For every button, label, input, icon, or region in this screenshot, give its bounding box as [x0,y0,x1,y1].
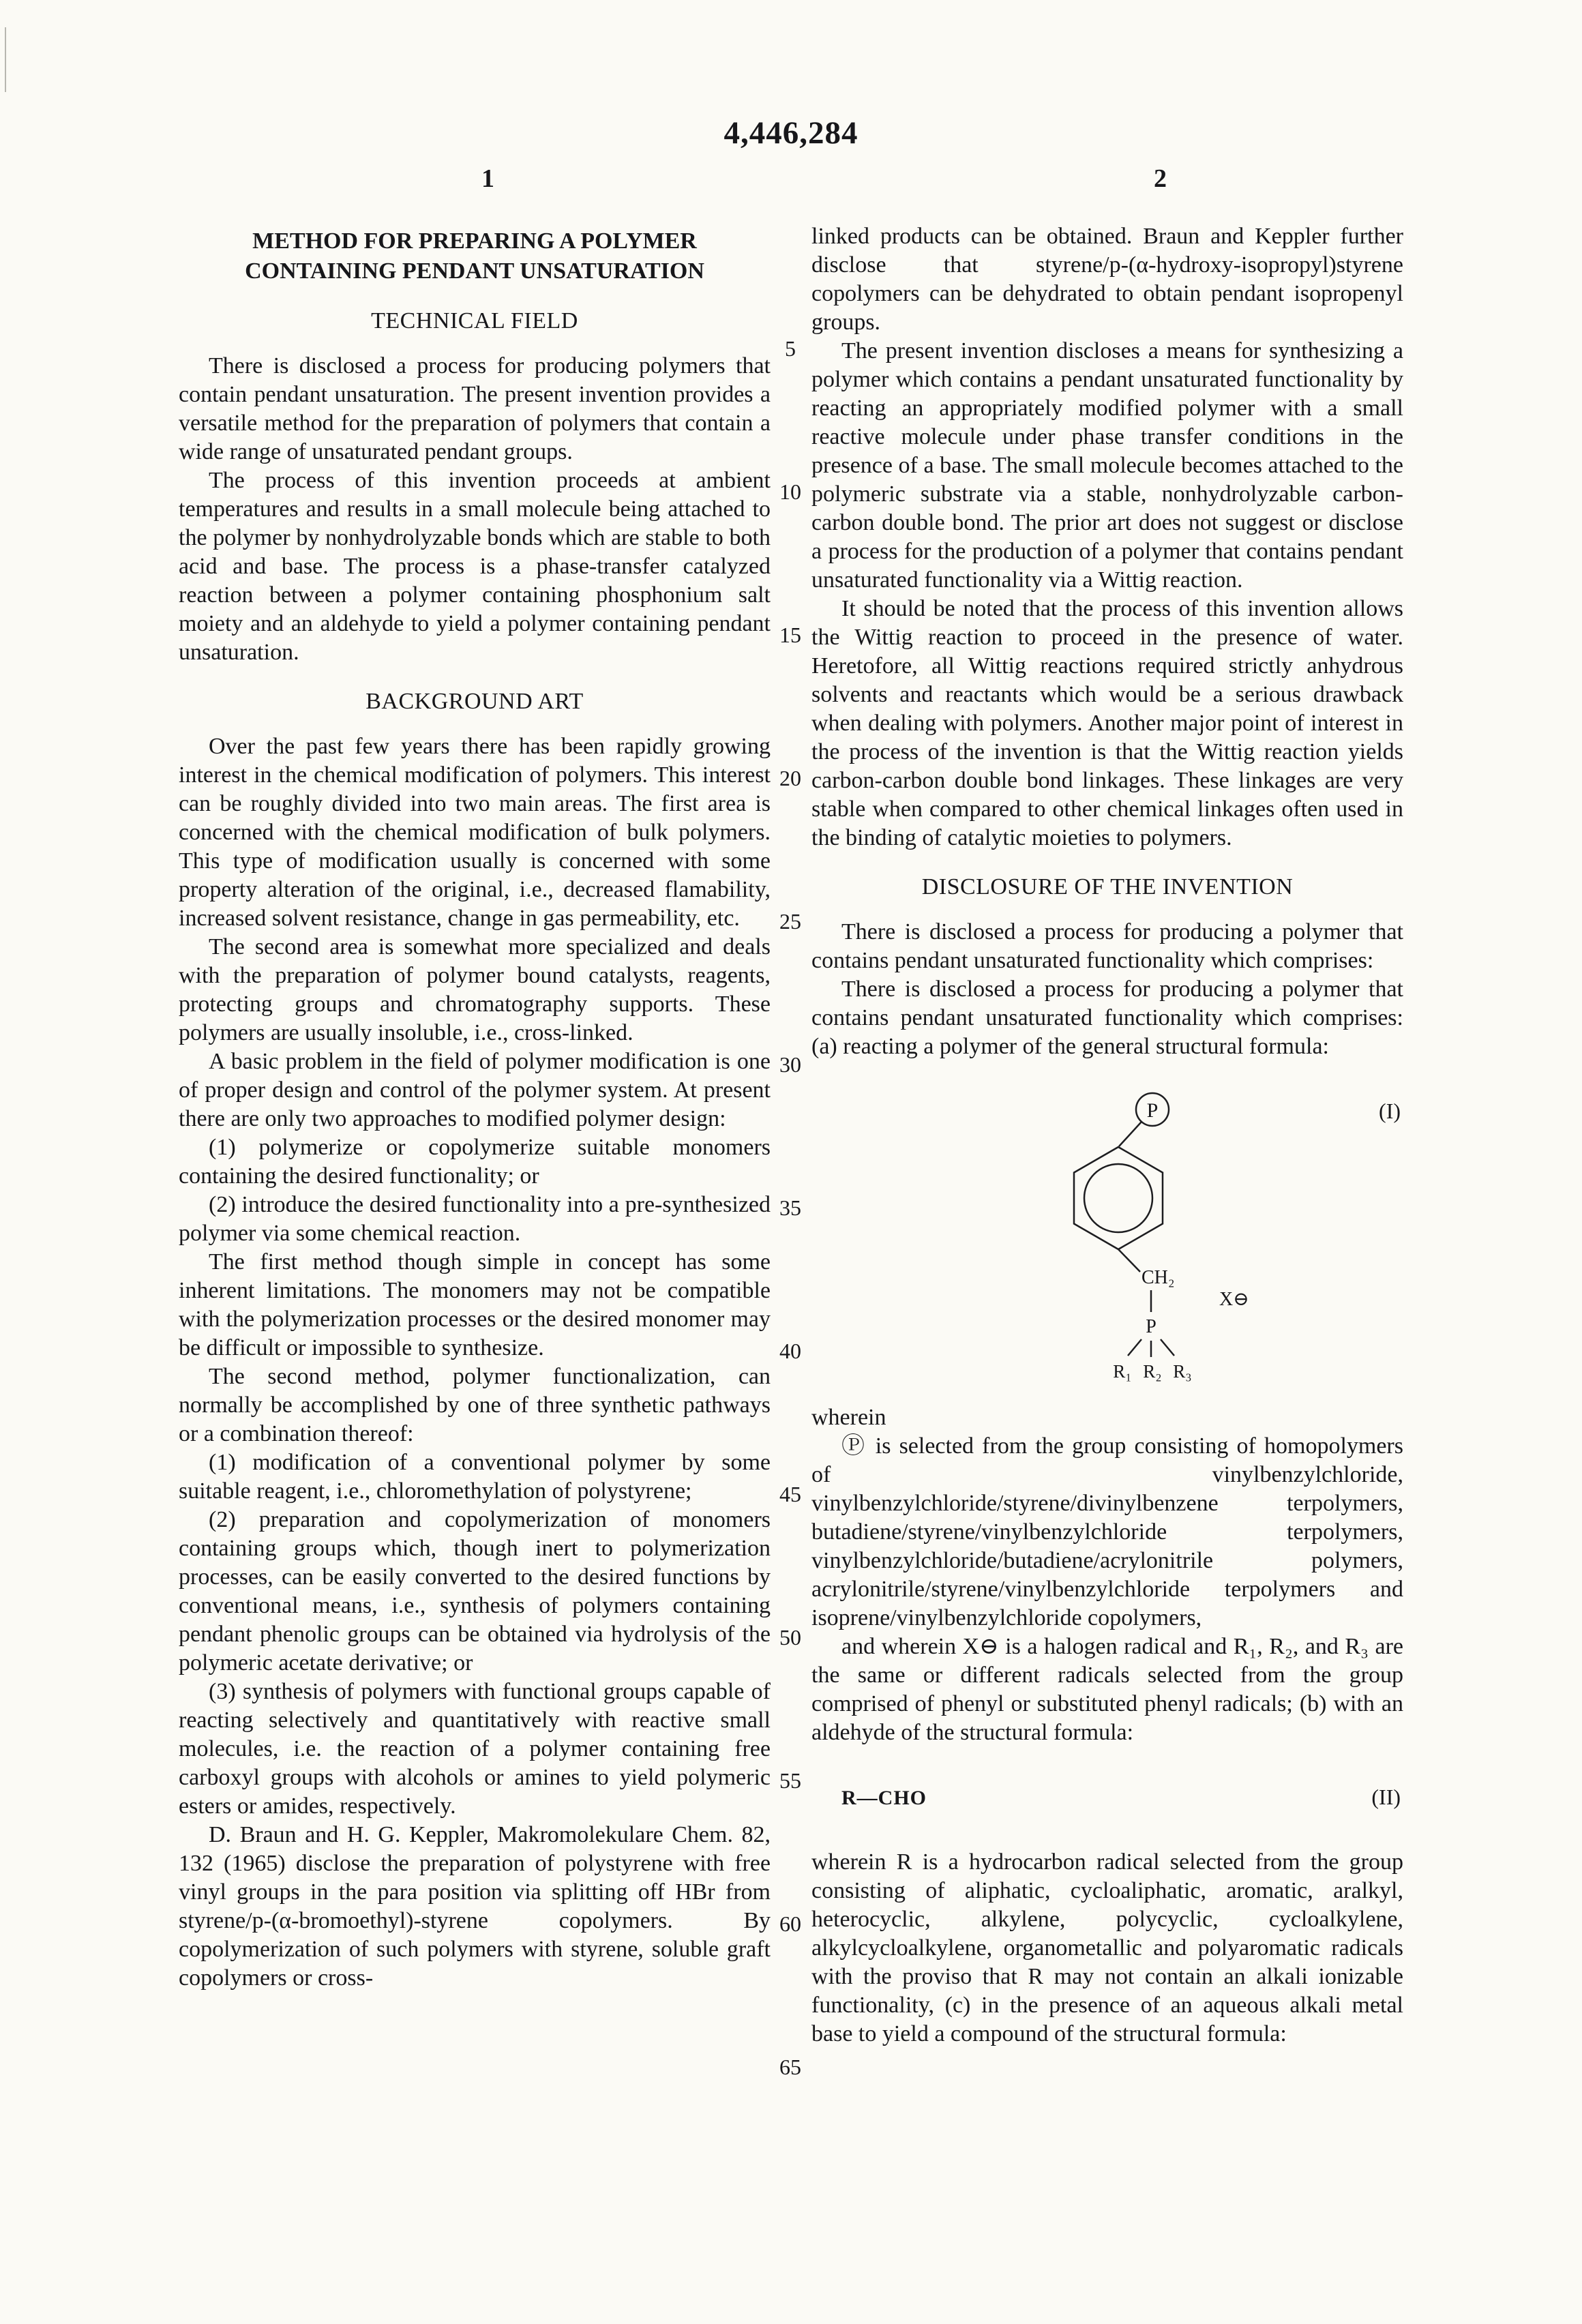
section-heading-technical-field: TECHNICAL FIELD [371,308,578,333]
list-item: (2) introduce the desired functionality into a pre-synthesized polymer via some chemical reaction. [179,1192,771,1246]
x-anion-label: X⊖ [1219,1289,1249,1310]
section-heading-background-art: BACKGROUND ART [365,689,584,714]
formula-II-label: (II) [1371,1785,1401,1809]
list-item: (3) synthesis of polymers with functional groups capable of reacting selectively and quantitatively with reactive small molecules, i.e. the reaction of a polymer containing free carboxyl groups with alcohols or amines to yield polymeric esters or amides, respectively. [179,1679,771,1819]
scan-artifact-mark [5,27,6,92]
list-item: (1) polymerize or copolymerize suitable monomers containing the desired functionality; or [179,1135,771,1189]
structural-formula-II [811,1783,1403,1813]
column-2 [811,222,1403,2049]
bond [1161,1339,1174,1356]
paragraph: There is disclosed a process for producing a polymer that contains pendant unsaturated functionality which comprises: (a) reacting a polymer of the general structural formula: [811,977,1403,1059]
gutter-line-number: 10 [779,479,801,504]
paragraph: Over the past few years there has been rapidly growing interest in the chemical modification of polymers. This interest can be roughly divided into two main areas. The first area is concerned with the chemical modification of bulk polymers. This type of modification usually is concerned with some property alteration of the original, i.e., decreased flamability, increased solvent resistance, change in gas permeability, etc. [179,734,771,931]
column-1 [179,222,771,1993]
bond [1119,1122,1141,1146]
wherein-lead: wherein [811,1405,886,1430]
patent-number: 4,446,284 [723,115,859,151]
gutter-line-number: 40 [779,1339,801,1363]
paragraph: The first method though simple in concept has some inherent limitations. The monomers may not be compatible with the polymerization processes or the desired monomer may be difficult or impossible to synthesize. [179,1249,771,1360]
gutter-line-number: 60 [779,1911,801,1936]
paragraph: There is disclosed a process for producing polymers that contain pendant unsaturation. The present invention provides a versatile method for the preparation of polymers that contain a wide range of unsaturated pendant groups. [179,353,771,464]
aromatic-circle [1084,1164,1152,1232]
formula-II-text: R—CHO [841,1787,927,1809]
formula-I-drawing [914,1079,1296,1392]
paragraph-continuation: linked products can be obtained. Braun and Keppler further disclose that styrene/p-(α-hydroxy-isopropyl)styrene copolymers can be dehydrated to obtain pendant isopropenyl groups. [811,224,1403,335]
gutter-line-number: 5 [785,336,796,361]
benzene-ring [1074,1147,1163,1249]
paragraph: Ⓟ is selected from the group consisting of homopolymers of vinylbenzylchloride, vinylbenzylchloride/styrene/divinylbenzene terpolymers, butadiene/styrene/vinylbenzylchloride terpolymers, vinylbenzylchloride/butadiene/acrylonitrile polymers, acrylonitrile/styrene/vinylbenzylchloride terpolymers and isoprene/vinylbenzylchloride copolymers, [811,1433,1403,1630]
polymer-symbol: P [1146,1099,1159,1122]
paragraph: and wherein X⊖ is a halogen radical and R₁, R₂, and R₃ are the same or different radicals selected from the group comprised of phenyl or substituted phenyl radicals; (b) with an aldehyde of the structural formula: [811,1634,1403,1745]
gutter-line-number: 55 [779,1768,801,1793]
column1-page-number: 1 [481,164,494,193]
bond [1128,1339,1141,1356]
formula-I-label: (I) [1379,1099,1401,1123]
section-heading-disclosure: DISCLOSURE OF THE INVENTION [921,874,1294,899]
column2-page-number: 2 [1154,164,1167,193]
ch2-label: CH₂ [1141,1267,1175,1288]
paragraph: The second method, polymer functionalization, can normally be accomplished by one of three synthetic pathways or a combination thereof: [179,1364,771,1446]
list-item: (1) modification of a conventional polymer by some suitable reagent, i.e., chloromethylation of polystyrene; [179,1450,771,1504]
gutter-line-number: 15 [779,623,801,647]
gutter-line-number: 30 [779,1052,801,1077]
phosphorus-label: P [1146,1316,1156,1337]
gutter-line-number: 50 [779,1625,801,1650]
r1-label: R₁ [1113,1361,1132,1382]
paragraph: A basic problem in the field of polymer modification is one of proper design and control of the polymer system. At present there are only two approaches to modified polymer design: [179,1049,771,1131]
bond [1118,1249,1140,1272]
paragraph: The present invention discloses a means for synthesizing a polymer which contains a pendant unsaturated functionality by reacting an appropriately modified polymer with a small reactive molecule under phase transfer conditions in the presence of a base. The small molecule becomes attached to the polymeric substrate via a stable, nonhydrolyzable carbon-carbon double bond. The prior art does not suggest or disclose a process for the production of a polymer that contains pendant unsaturated functionality via a Wittig reaction. [811,338,1403,593]
gutter-line-number: 65 [779,2055,801,2079]
paragraph: It should be noted that the process of this invention allows the Wittig reaction to proceed in the presence of water. Heretofore, all Wittig reactions required strictly anhydrous solvents and reactants which would be a serious drawback when dealing with polymers. Another major point of interest in the process of the invention is that the Wittig reaction yields carbon-carbon double bond linkages. These linkages are very stable when compared to other chemical linkages often used in the binding of catalytic moieties to polymers. [811,596,1403,850]
structural-formula-I [811,1079,1403,1399]
gutter-line-number: 35 [779,1195,801,1220]
r2-label: R₂ [1143,1361,1162,1382]
paragraph: D. Braun and H. G. Keppler, Makromolekulare Chem. 82, 132 (1965) disclose the preparation of polystyrene with free vinyl groups in the para position via splitting off HBr from styrene/p-(α-bromoethyl)-styrene copolymers. By copolymerization of such polymers with styrene, soluble graft copolymers or cross- [179,1822,771,1991]
paragraph: The second area is somewhat more specialized and deals with the preparation of polymer bound catalysts, reagents, protecting groups and chromatography supports. These polymers are usually insoluble, i.e., cross-linked. [179,934,771,1045]
invention-title: METHOD FOR PREPARING A POLYMER CONTAINING PENDANT UNSATURATION [245,228,704,284]
r3-label: R₃ [1173,1361,1192,1382]
paragraph: The process of this invention proceeds at ambient temperatures and results in a small molecule being attached to the polymer by nonhydrolyzable bonds which are stable to both acid and base. The process is a phase-transfer catalyzed reaction between a polymer containing phosphonium salt moiety and an aldehyde to yield a polymer containing pendant unsaturation. [179,468,771,665]
paragraph: There is disclosed a process for producing a polymer that contains pendant unsaturated functionality which comprises: [811,919,1403,973]
gutter-line-number: 45 [779,1482,801,1506]
list-item: (2) preparation and copolymerization of monomers containing groups which, though inert to polymerization processes, can be easily converted to the desired functions by conventional means, i.e., synthesis of polymers containing pendant phenolic groups can be obtained via hydrolysis of the polymeric acetate derivative; or [179,1507,771,1675]
gutter-line-number: 20 [779,766,801,790]
paragraph: wherein R is a hydrocarbon radical selected from the group consisting of aliphatic, cycloaliphatic, aromatic, aralkyl, heterocyclic, alkylene, polycyclic, cycloalkylene, alkylcycloalkylene, organometallic and polyaromatic radicals with the proviso that R may not contain an alkali ionizable functionality, (c) in the presence of an aqueous alkali metal base to yield a compound of the structural formula: [811,1849,1403,2046]
gutter-line-number: 25 [779,909,801,934]
